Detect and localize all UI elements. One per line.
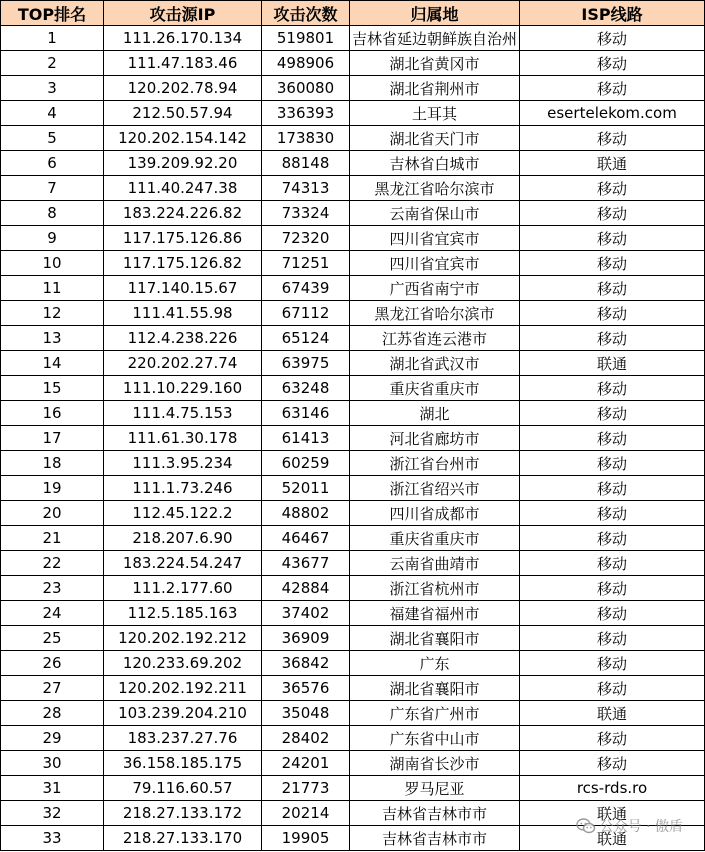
cell-isp: 联通 [520, 826, 705, 851]
cell-rank: 28 [1, 701, 104, 726]
cell-attack-count: 48802 [262, 501, 350, 526]
cell-rank: 10 [1, 251, 104, 276]
cell-rank: 22 [1, 551, 104, 576]
cell-source-ip: 183.224.226.82 [104, 201, 262, 226]
header-isp: ISP线路 [520, 1, 705, 26]
cell-source-ip: 103.239.204.210 [104, 701, 262, 726]
table-row [1, 251, 705, 276]
cell-source-ip: 111.4.75.153 [104, 401, 262, 426]
cell-isp: 移动 [520, 326, 705, 351]
cell-location: 浙江省绍兴市 [350, 476, 520, 501]
header-row [1, 1, 705, 26]
cell-attack-count: 336393 [262, 101, 350, 126]
cell-isp: 移动 [520, 501, 705, 526]
table-row [1, 101, 705, 126]
cell-rank: 15 [1, 376, 104, 401]
cell-isp: 移动 [520, 201, 705, 226]
cell-rank: 33 [1, 826, 104, 851]
table-row [1, 26, 705, 51]
table-row [1, 776, 705, 801]
cell-rank: 14 [1, 351, 104, 376]
cell-isp: 移动 [520, 751, 705, 776]
cell-source-ip: 112.4.238.226 [104, 326, 262, 351]
cell-attack-count: 52011 [262, 476, 350, 501]
table-row [1, 276, 705, 301]
cell-attack-count: 36909 [262, 626, 350, 651]
cell-source-ip: 111.10.229.160 [104, 376, 262, 401]
cell-attack-count: 21773 [262, 776, 350, 801]
cell-source-ip: 139.209.92.20 [104, 151, 262, 176]
cell-rank: 26 [1, 651, 104, 676]
cell-attack-count: 63146 [262, 401, 350, 426]
table-row [1, 551, 705, 576]
cell-location: 广西省南宁市 [350, 276, 520, 301]
table-row [1, 476, 705, 501]
cell-location: 云南省保山市 [350, 201, 520, 226]
table-row [1, 726, 705, 751]
cell-attack-count: 43677 [262, 551, 350, 576]
cell-source-ip: 183.237.27.76 [104, 726, 262, 751]
table-row [1, 601, 705, 626]
cell-location: 湖北省襄阳市 [350, 626, 520, 651]
cell-location: 浙江省杭州市 [350, 576, 520, 601]
cell-attack-count: 46467 [262, 526, 350, 551]
cell-rank: 5 [1, 126, 104, 151]
cell-isp: 联通 [520, 151, 705, 176]
cell-attack-count: 60259 [262, 451, 350, 476]
cell-rank: 30 [1, 751, 104, 776]
header-location: 归属地 [350, 1, 520, 26]
cell-source-ip: 218.207.6.90 [104, 526, 262, 551]
cell-isp: 移动 [520, 26, 705, 51]
cell-source-ip: 120.233.69.202 [104, 651, 262, 676]
cell-isp: 移动 [520, 76, 705, 101]
cell-attack-count: 498906 [262, 51, 350, 76]
cell-location: 黑龙江省哈尔滨市 [350, 176, 520, 201]
cell-isp: 移动 [520, 651, 705, 676]
table-row [1, 301, 705, 326]
table-row [1, 651, 705, 676]
cell-rank: 20 [1, 501, 104, 526]
table-row [1, 401, 705, 426]
cell-attack-count: 74313 [262, 176, 350, 201]
cell-source-ip: 120.202.192.211 [104, 676, 262, 701]
cell-rank: 23 [1, 576, 104, 601]
cell-location: 黑龙江省哈尔滨市 [350, 301, 520, 326]
cell-source-ip: 117.140.15.67 [104, 276, 262, 301]
cell-rank: 24 [1, 601, 104, 626]
header-attack-count: 攻击次数 [262, 1, 350, 26]
cell-source-ip: 120.202.154.142 [104, 126, 262, 151]
table-body [1, 26, 705, 851]
cell-location: 湖北省武汉市 [350, 351, 520, 376]
cell-location: 湖北 [350, 401, 520, 426]
cell-attack-count: 63248 [262, 376, 350, 401]
cell-attack-count: 67439 [262, 276, 350, 301]
cell-attack-count: 35048 [262, 701, 350, 726]
table-row [1, 426, 705, 451]
cell-rank: 12 [1, 301, 104, 326]
cell-source-ip: 111.61.30.178 [104, 426, 262, 451]
cell-source-ip: 111.26.170.134 [104, 26, 262, 51]
cell-isp: 移动 [520, 451, 705, 476]
cell-source-ip: 112.5.185.163 [104, 601, 262, 626]
cell-location: 湖北省天门市 [350, 126, 520, 151]
cell-isp: 移动 [520, 176, 705, 201]
table-row [1, 201, 705, 226]
table-row [1, 451, 705, 476]
cell-rank: 7 [1, 176, 104, 201]
cell-source-ip: 120.202.192.212 [104, 626, 262, 651]
cell-location: 吉林省吉林市市 [350, 826, 520, 851]
cell-attack-count: 65124 [262, 326, 350, 351]
cell-isp: 移动 [520, 226, 705, 251]
cell-isp: 移动 [520, 126, 705, 151]
cell-attack-count: 67112 [262, 301, 350, 326]
cell-rank: 31 [1, 776, 104, 801]
cell-attack-count: 24201 [262, 751, 350, 776]
cell-isp: 移动 [520, 301, 705, 326]
table-row [1, 576, 705, 601]
table-row [1, 226, 705, 251]
cell-source-ip: 111.47.183.46 [104, 51, 262, 76]
cell-location: 四川省宜宾市 [350, 226, 520, 251]
cell-isp: 移动 [520, 276, 705, 301]
cell-attack-count: 19905 [262, 826, 350, 851]
cell-attack-count: 63975 [262, 351, 350, 376]
cell-source-ip: 218.27.133.170 [104, 826, 262, 851]
table-row [1, 376, 705, 401]
cell-rank: 25 [1, 626, 104, 651]
cell-isp: esertelekom.com [520, 101, 705, 126]
table-row [1, 676, 705, 701]
table-row [1, 751, 705, 776]
cell-location: 湖北省襄阳市 [350, 676, 520, 701]
cell-attack-count: 73324 [262, 201, 350, 226]
cell-rank: 19 [1, 476, 104, 501]
cell-attack-count: 360080 [262, 76, 350, 101]
cell-location: 重庆省重庆市 [350, 526, 520, 551]
cell-attack-count: 36576 [262, 676, 350, 701]
cell-source-ip: 79.116.60.57 [104, 776, 262, 801]
table-row [1, 526, 705, 551]
cell-isp: 联通 [520, 801, 705, 826]
table-row [1, 326, 705, 351]
table-row [1, 826, 705, 851]
cell-rank: 8 [1, 201, 104, 226]
cell-location: 湖南省长沙市 [350, 751, 520, 776]
cell-attack-count: 36842 [262, 651, 350, 676]
cell-attack-count: 72320 [262, 226, 350, 251]
cell-source-ip: 120.202.78.94 [104, 76, 262, 101]
cell-location: 土耳其 [350, 101, 520, 126]
table-row [1, 626, 705, 651]
cell-isp: 移动 [520, 601, 705, 626]
cell-source-ip: 218.27.133.172 [104, 801, 262, 826]
cell-source-ip: 111.2.177.60 [104, 576, 262, 601]
table-row [1, 801, 705, 826]
cell-rank: 17 [1, 426, 104, 451]
cell-source-ip: 117.175.126.86 [104, 226, 262, 251]
cell-isp: 移动 [520, 426, 705, 451]
cell-location: 重庆省重庆市 [350, 376, 520, 401]
cell-location: 河北省廊坊市 [350, 426, 520, 451]
cell-attack-count: 37402 [262, 601, 350, 626]
cell-isp: 移动 [520, 576, 705, 601]
cell-location: 广东 [350, 651, 520, 676]
cell-isp: 移动 [520, 251, 705, 276]
cell-attack-count: 88148 [262, 151, 350, 176]
cell-rank: 2 [1, 51, 104, 76]
cell-location: 广东省中山市 [350, 726, 520, 751]
cell-source-ip: 111.40.247.38 [104, 176, 262, 201]
cell-rank: 9 [1, 226, 104, 251]
table-row [1, 176, 705, 201]
cell-isp: 移动 [520, 476, 705, 501]
cell-isp: 移动 [520, 51, 705, 76]
cell-source-ip: 212.50.57.94 [104, 101, 262, 126]
cell-rank: 32 [1, 801, 104, 826]
cell-rank: 16 [1, 401, 104, 426]
cell-attack-count: 42884 [262, 576, 350, 601]
cell-source-ip: 111.1.73.246 [104, 476, 262, 501]
cell-location: 湖北省黄冈市 [350, 51, 520, 76]
table-row [1, 126, 705, 151]
cell-location: 吉林省吉林市市 [350, 801, 520, 826]
watermark-text: 公众号 · 傲盾 [599, 819, 683, 835]
cell-attack-count: 519801 [262, 26, 350, 51]
cell-isp: 联通 [520, 351, 705, 376]
table-row [1, 51, 705, 76]
cell-location: 云南省曲靖市 [350, 551, 520, 576]
table-row [1, 76, 705, 101]
cell-source-ip: 36.158.185.175 [104, 751, 262, 776]
cell-location: 吉林省延边朝鲜族自治州 [350, 26, 520, 51]
table-row [1, 151, 705, 176]
cell-rank: 4 [1, 101, 104, 126]
cell-isp: 联通 [520, 701, 705, 726]
cell-rank: 29 [1, 726, 104, 751]
cell-source-ip: 111.3.95.234 [104, 451, 262, 476]
header-rank: TOP排名 [1, 1, 104, 26]
cell-isp: 移动 [520, 626, 705, 651]
cell-location: 吉林省白城市 [350, 151, 520, 176]
cell-rank: 1 [1, 26, 104, 51]
cell-location: 浙江省台州市 [350, 451, 520, 476]
cell-rank: 21 [1, 526, 104, 551]
cell-source-ip: 117.175.126.82 [104, 251, 262, 276]
cell-location: 四川省宜宾市 [350, 251, 520, 276]
cell-isp: 移动 [520, 401, 705, 426]
cell-isp: 移动 [520, 726, 705, 751]
header-source-ip: 攻击源IP [104, 1, 262, 26]
cell-rank: 6 [1, 151, 104, 176]
table-row [1, 701, 705, 726]
cell-isp: 移动 [520, 551, 705, 576]
cell-location: 四川省成都市 [350, 501, 520, 526]
cell-location: 福建省福州市 [350, 601, 520, 626]
cell-isp: 移动 [520, 526, 705, 551]
cell-attack-count: 20214 [262, 801, 350, 826]
cell-attack-count: 71251 [262, 251, 350, 276]
cell-isp: 移动 [520, 376, 705, 401]
cell-isp: 移动 [520, 676, 705, 701]
cell-location: 罗马尼亚 [350, 776, 520, 801]
cell-rank: 3 [1, 76, 104, 101]
cell-source-ip: 111.41.55.98 [104, 301, 262, 326]
cell-attack-count: 61413 [262, 426, 350, 451]
cell-location: 广东省广州市 [350, 701, 520, 726]
cell-rank: 13 [1, 326, 104, 351]
table-row [1, 351, 705, 376]
cell-source-ip: 112.45.122.2 [104, 501, 262, 526]
cell-rank: 18 [1, 451, 104, 476]
cell-isp: rcs-rds.ro [520, 776, 705, 801]
cell-rank: 11 [1, 276, 104, 301]
table-row [1, 501, 705, 526]
cell-attack-count: 173830 [262, 126, 350, 151]
cell-attack-count: 28402 [262, 726, 350, 751]
cell-location: 湖北省荆州市 [350, 76, 520, 101]
cell-rank: 27 [1, 676, 104, 701]
cell-source-ip: 183.224.54.247 [104, 551, 262, 576]
cell-source-ip: 220.202.27.74 [104, 351, 262, 376]
cell-location: 江苏省连云港市 [350, 326, 520, 351]
